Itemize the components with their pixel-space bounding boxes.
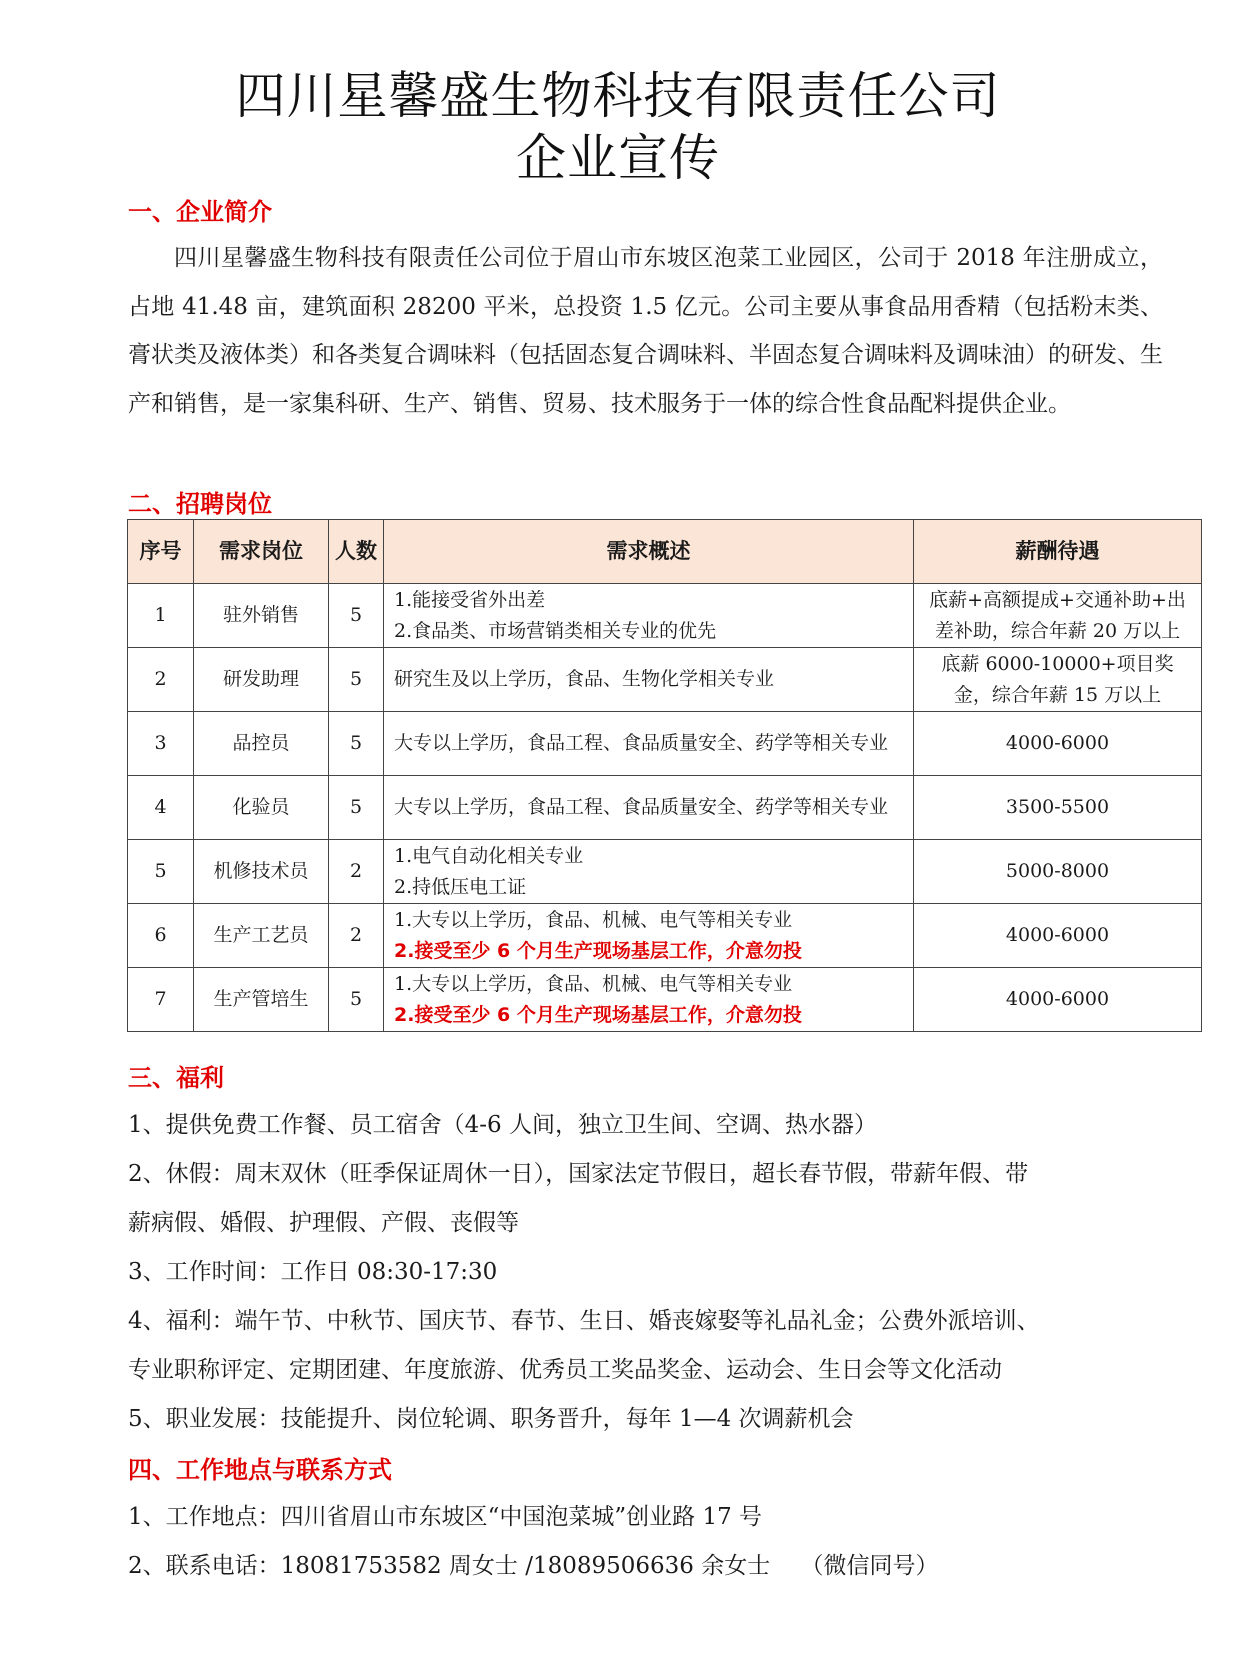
- row-desc: 大专以上学历，食品工程、食品质量安全、药学等相关专业: [384, 776, 914, 840]
- row-desc: 研究生及以上学历，食品、生物化学相关专业: [384, 648, 914, 712]
- benefit-line: 5、职业发展：技能提升、岗位轮调、职务晋升，每年 1—4 次调薪机会: [128, 1406, 854, 1432]
- table-row: [128, 712, 1202, 776]
- benefit-line: 1、提供免费工作餐、员工宿舍（4-6 人间，独立卫生间、空调、热水器）: [128, 1112, 877, 1138]
- row-desc-line2: 2.持低压电工证: [394, 875, 527, 898]
- table-row: [128, 584, 1202, 648]
- row-desc: [384, 584, 914, 648]
- row-no: 2: [128, 648, 194, 712]
- row-salary: 底薪 6000-10000+项目奖金，综合年薪 15 万以上: [914, 648, 1202, 712]
- row-no: 6: [128, 904, 194, 968]
- row-count: 5: [329, 776, 384, 840]
- row-count: 2: [329, 840, 384, 904]
- benefit-line: 3、工作时间：工作日 08:30-17:30: [128, 1259, 498, 1285]
- benefit-line: 薪病假、婚假、护理假、产假、丧假等: [128, 1210, 519, 1236]
- row-salary: 4000-6000: [914, 968, 1202, 1032]
- row-no: 1: [128, 584, 194, 648]
- row-desc-line2: 2.食品类、市场营销类相关专业的优先: [394, 619, 717, 642]
- header-no: 序号: [128, 520, 194, 584]
- row-count: 5: [329, 968, 384, 1032]
- row-desc: [384, 968, 914, 1032]
- company-title: 四川星馨盛生物科技有限责任公司: [235, 67, 1001, 125]
- row-salary: 4000-6000: [914, 712, 1202, 776]
- row-desc-line2-highlight: 2.接受至少 6 个月生产现场基层工作，介意勿投: [394, 1003, 802, 1026]
- header-salary: 薪酬待遇: [914, 520, 1202, 584]
- row-no: 4: [128, 776, 194, 840]
- header-position: 需求岗位: [194, 520, 329, 584]
- row-count: 5: [329, 712, 384, 776]
- row-position: 生产管培生: [194, 968, 329, 1032]
- table-header-row: [128, 520, 1202, 584]
- row-count: 2: [329, 904, 384, 968]
- positions-table: [127, 519, 1202, 1032]
- row-desc: [384, 904, 914, 968]
- row-desc-line1: 1.大专以上学历，食品、机械、电气等相关专业: [394, 972, 793, 995]
- row-position: 生产工艺员: [194, 904, 329, 968]
- row-position: 化验员: [194, 776, 329, 840]
- table-row: [128, 968, 1202, 1032]
- section-heading-benefits: 三、福利: [128, 1064, 224, 1092]
- row-desc: [384, 840, 914, 904]
- row-position: 机修技术员: [194, 840, 329, 904]
- header-count: 人数: [329, 520, 384, 584]
- row-position: 驻外销售: [194, 584, 329, 648]
- section-heading-contact: 四、工作地点与联系方式: [128, 1456, 392, 1484]
- row-desc-line2-highlight: 2.接受至少 6 个月生产现场基层工作，介意勿投: [394, 939, 802, 962]
- row-no: 5: [128, 840, 194, 904]
- benefit-line: 2、休假：周末双休（旺季保证周休一日），国家法定节假日，超长春节假，带薪年假、带: [128, 1161, 1029, 1187]
- row-salary: 3500-5500: [914, 776, 1202, 840]
- benefit-line: 专业职称评定、定期团建、年度旅游、优秀员工奖品奖金、运动会、生日会等文化活动: [128, 1357, 1002, 1383]
- row-count: 5: [329, 648, 384, 712]
- table-row: [128, 776, 1202, 840]
- table-row: [128, 648, 1202, 712]
- header-desc: 需求概述: [384, 520, 914, 584]
- row-salary: 5000-8000: [914, 840, 1202, 904]
- row-desc: 大专以上学历，食品工程、食品质量安全、药学等相关专业: [384, 712, 914, 776]
- row-no: 3: [128, 712, 194, 776]
- row-salary: 底薪+高额提成+交通补助+出差补助，综合年薪 20 万以上: [914, 584, 1202, 648]
- section-heading-positions: 二、招聘岗位: [128, 490, 272, 518]
- table-row: [128, 840, 1202, 904]
- row-no: 7: [128, 968, 194, 1032]
- row-position: 品控员: [194, 712, 329, 776]
- document-subtitle: 企业宣传: [516, 129, 720, 187]
- section-heading-intro: 一、企业简介: [128, 198, 272, 226]
- row-position: 研发助理: [194, 648, 329, 712]
- table-row: [128, 904, 1202, 968]
- row-count: 5: [329, 584, 384, 648]
- company-intro-paragraph: 四川星馨盛生物科技有限责任公司位于眉山市东坡区泡菜工业园区，公司于 2018 年注册成立，占地 41.48 亩，建筑面积 28200 平米，总投资 1.5 亿元。公司主要从事食品用香精（包括粉末类、膏状类及液体类）和各类复合调味料（包括固态复合调味料、半固态复合调味料及调味油）的研发、生产和销售，是一家集科研、生产、销售、贸易、技术服务于一体的综合性食品配料提供企业。: [128, 245, 1163, 417]
- work-address: 1、工作地点：四川省眉山市东坡区“中国泡菜城”创业路 17 号: [128, 1504, 763, 1530]
- row-desc-line1: 1.大专以上学历，食品、机械、电气等相关专业: [394, 908, 793, 931]
- row-desc-line1: 1.能接受省外出差: [394, 588, 546, 611]
- row-desc-line1: 1.电气自动化相关专业: [394, 844, 584, 867]
- row-salary: 4000-6000: [914, 904, 1202, 968]
- benefit-line: 4、福利：端午节、中秋节、国庆节、春节、生日、婚丧嫁娶等礼品礼金；公费外派培训、: [128, 1308, 1040, 1334]
- contact-phone: 2、联系电话：18081753582 周女士 /18089506636 余女士 （微信同号）: [128, 1553, 939, 1579]
